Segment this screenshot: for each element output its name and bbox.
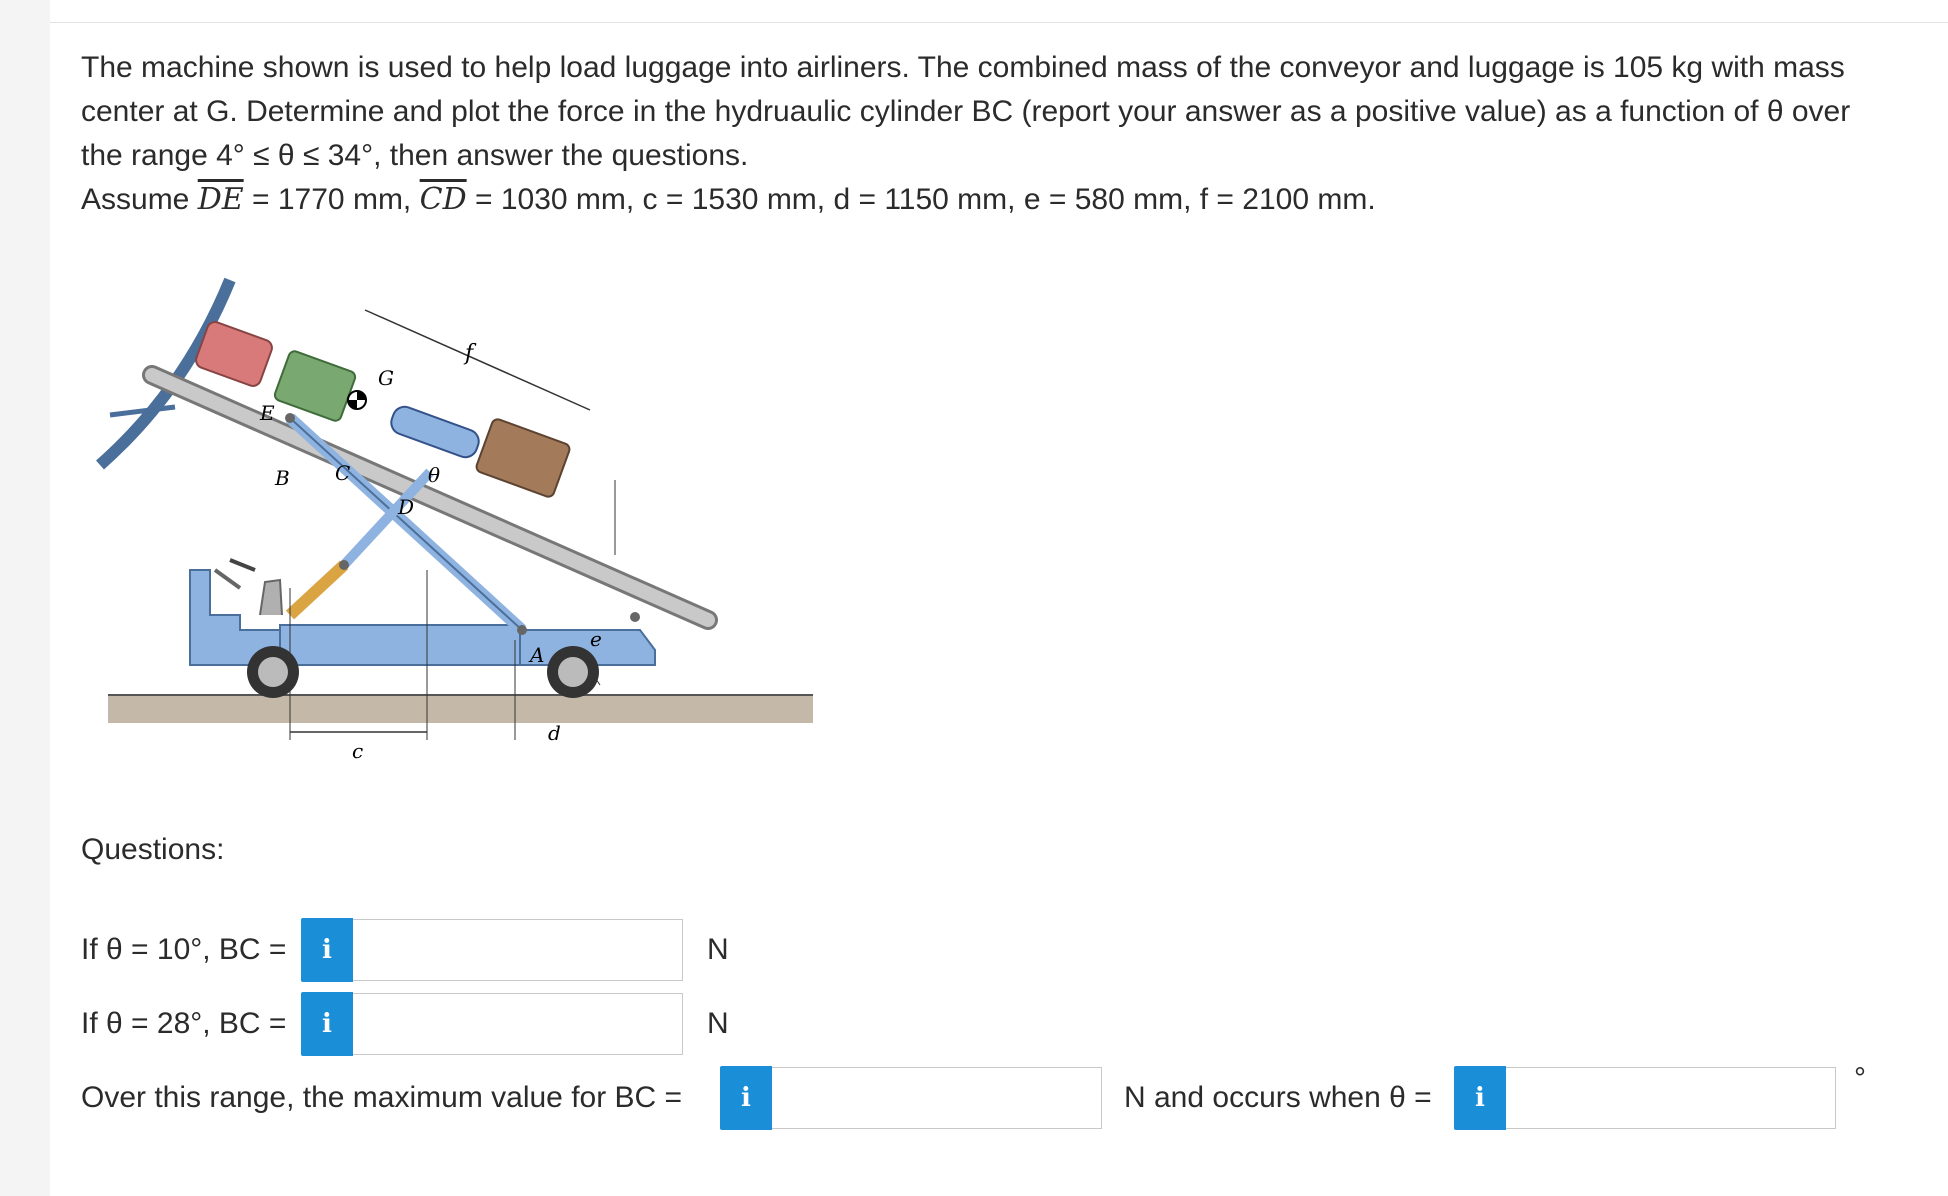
questions-heading: Questions: — [81, 833, 225, 866]
label-a: A — [530, 643, 545, 667]
problem-line-3: the range 4° ≤ θ ≤ 34°, then answer the questions. — [81, 139, 749, 172]
question-3 — [81, 1062, 1866, 1130]
unit-degree: ° — [1854, 1062, 1866, 1095]
q3-label: Over this range, the maximum value for BC = — [81, 1081, 683, 1114]
machine-diagram — [90, 270, 830, 780]
label-d: D — [398, 495, 415, 519]
luggage-red — [194, 320, 274, 388]
info-button[interactable]: i — [301, 992, 353, 1056]
ground — [108, 695, 813, 723]
label-e: E — [260, 401, 275, 425]
unit-n: N — [707, 933, 729, 966]
q2-answer-input[interactable] — [353, 993, 683, 1055]
label-g: G — [378, 366, 394, 390]
q4-answer-input[interactable] — [1506, 1067, 1836, 1129]
seat — [260, 580, 282, 615]
q2-label: If θ = 28°, BC = — [81, 1007, 287, 1040]
eq-1: = — [243, 183, 278, 216]
label-f: f — [465, 341, 474, 366]
question-2 — [81, 992, 729, 1056]
unit-n: N — [707, 1007, 729, 1040]
q1-label: If θ = 10°, BC = — [81, 933, 287, 966]
luggage-green — [273, 350, 357, 423]
dim-f — [365, 310, 590, 410]
label-b: B — [275, 466, 290, 490]
label-e-dim: e — [590, 627, 602, 651]
label-d-dim: d — [548, 721, 561, 745]
q1-answer-input[interactable] — [353, 919, 683, 981]
q3-answer-input[interactable] — [772, 1067, 1102, 1129]
eq-2: = — [466, 183, 501, 216]
assume-prefix: Assume — [81, 183, 198, 216]
label-c: C — [335, 461, 351, 485]
steering — [215, 570, 240, 588]
info-button[interactable]: i — [720, 1066, 772, 1130]
hydraulic-cylinder-bc — [290, 565, 344, 615]
label-c-dim: c — [352, 739, 364, 763]
problem-statement — [81, 46, 1921, 222]
problem-line-1: The machine shown is used to help load luggage into airliners. The combined mass of the conveyor and luggage is 105 kg with mass — [81, 51, 1845, 84]
rest-values: 1030 mm, c = 1530 mm, d = 1150 mm, e = 580 mm, f = 2100 mm. — [500, 183, 1376, 216]
cd-label: $\overline{CD}$ — [419, 182, 467, 217]
luggage-blue — [388, 403, 482, 460]
problem-line-2: center at G. Determine and plot the force in the hydruaulic cylinder BC (report your answer as a positive value) as a function of θ over — [81, 95, 1851, 128]
info-button[interactable]: i — [1454, 1066, 1506, 1130]
question-1 — [81, 918, 729, 982]
de-value: 1770 mm, — [277, 183, 420, 216]
problem-assumptions — [81, 178, 1921, 222]
info-button[interactable]: i — [301, 918, 353, 982]
de-label: $\overline{DE}$ — [197, 182, 244, 217]
divider — [50, 22, 1948, 23]
luggage-brown — [475, 418, 571, 499]
label-theta: θ — [428, 463, 441, 487]
q4-label: N and occurs when θ = — [1124, 1081, 1432, 1114]
